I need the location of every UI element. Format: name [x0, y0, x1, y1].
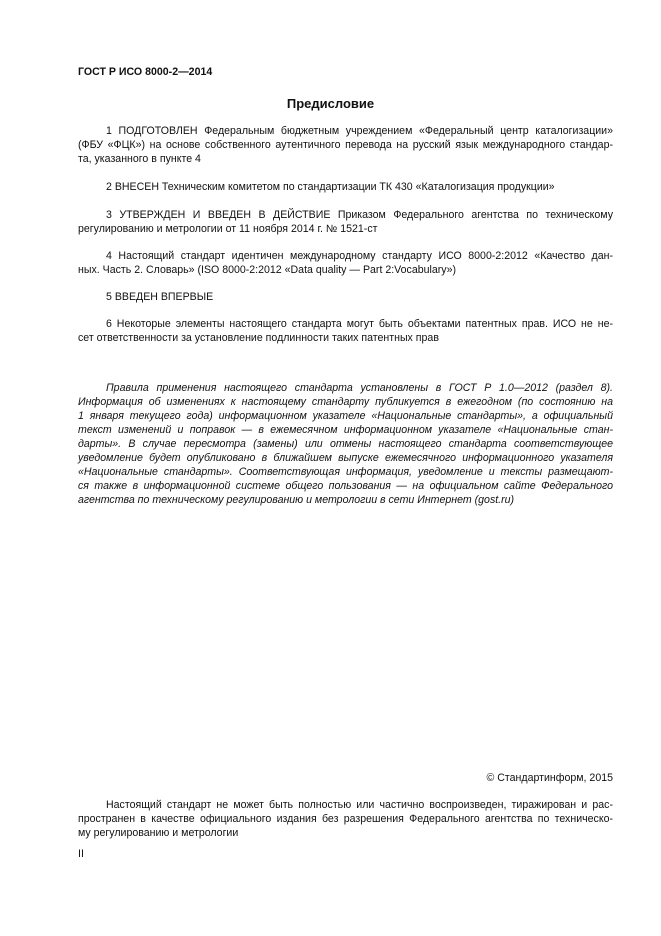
page-title: Предисловие: [286, 96, 375, 111]
text-line: ных. Часть 2. Словарь» (ISO 8000-2:2012 «Data quality — Part 2:Vocabulary»): [78, 264, 456, 276]
text-line: регулированию и метрологии от 11 ноября 2014 г. № 1521-ст: [78, 223, 378, 235]
paragraph-5: [78, 290, 613, 304]
text-line: 1 января текущего года) информационном указателе «Национальные стандарты», а официальный: [78, 410, 613, 422]
text-line: 5 ВВЕДЕН ВПЕРВЫЕ: [106, 291, 214, 303]
rules-note: [78, 381, 613, 507]
text-line: Настоящий стандарт не может быть полностью или частично воспроизведен, тиражирован и рас-: [106, 799, 613, 811]
text-line: уведомление будет опубликовано в ближайшем выпуске ежемесячного информационного указателя: [78, 452, 613, 464]
paragraph-2: [78, 180, 613, 194]
text-line: Информация об изменениях к настоящему стандарту публикуется в ежегодном (по состоянию на: [78, 396, 613, 408]
paragraph-4: [78, 249, 613, 277]
text-line: 1 ПОДГОТОВЛЕН Федеральным бюджетным учреждением «Федеральный центр каталогизации»: [106, 125, 613, 137]
text-line: (ФБУ «ФЦК») на основе собственного аутентичного перевода на русский язык международного стандар-: [78, 139, 613, 151]
text-line: текст изменений и поправок — в ежемесячном информационном указателе «Национальные стан-: [78, 424, 613, 436]
text-line: ся также в информационной системе общего пользования — на официальном сайте Федерального: [78, 480, 613, 492]
paragraph-1: [78, 124, 613, 166]
text-line: 2 ВНЕСЕН Техническим комитетом по стандартизации ТК 430 «Каталогизация продукции»: [106, 181, 555, 193]
text-line: 4 Настоящий стандарт идентичен международному стандарту ИСО 8000-2:2012 «Качество дан-: [106, 250, 613, 262]
copyright: © Стандартинформ, 2015: [486, 772, 613, 784]
text-line: му регулированию и метрологии: [78, 827, 239, 839]
document-header: ГОСТ Р ИСО 8000-2—2014: [78, 66, 213, 78]
paragraph-3: [78, 208, 613, 236]
text-line: 3 УТВЕРЖДЕН И ВВЕДЕН В ДЕЙСТВИЕ Приказом Федерального агентства по техническому: [106, 209, 613, 221]
text-line: та, указанного в пункте 4: [78, 153, 201, 165]
reproduction-notice: [78, 798, 613, 840]
text-line: агентства по техническому регулированию и метрологии в сети Интернет (gost.ru): [78, 494, 515, 506]
text-line: 6 Некоторые элементы настоящего стандарта могут быть объектами патентных прав. ИСО не не-: [106, 318, 613, 330]
text-line: Правила применения настоящего стандарта установлены в ГОСТ Р 1.0—2012 (раздел 8).: [106, 382, 613, 394]
text-line: сет ответственности за установление подлинности таких патентных прав: [78, 332, 439, 344]
text-line: «Национальные стандарты». Соответствующая информация, уведомление и тексты размещают-: [78, 466, 613, 478]
text-line: дарты». В случае пересмотра (замены) или отмены настоящего стандарта соответствующее: [78, 438, 613, 450]
paragraph-6: [78, 317, 613, 345]
text-line: пространен в качестве официального издания без разрешения Федерального агентства по техническо-: [78, 813, 613, 825]
page-number: II: [78, 848, 84, 860]
